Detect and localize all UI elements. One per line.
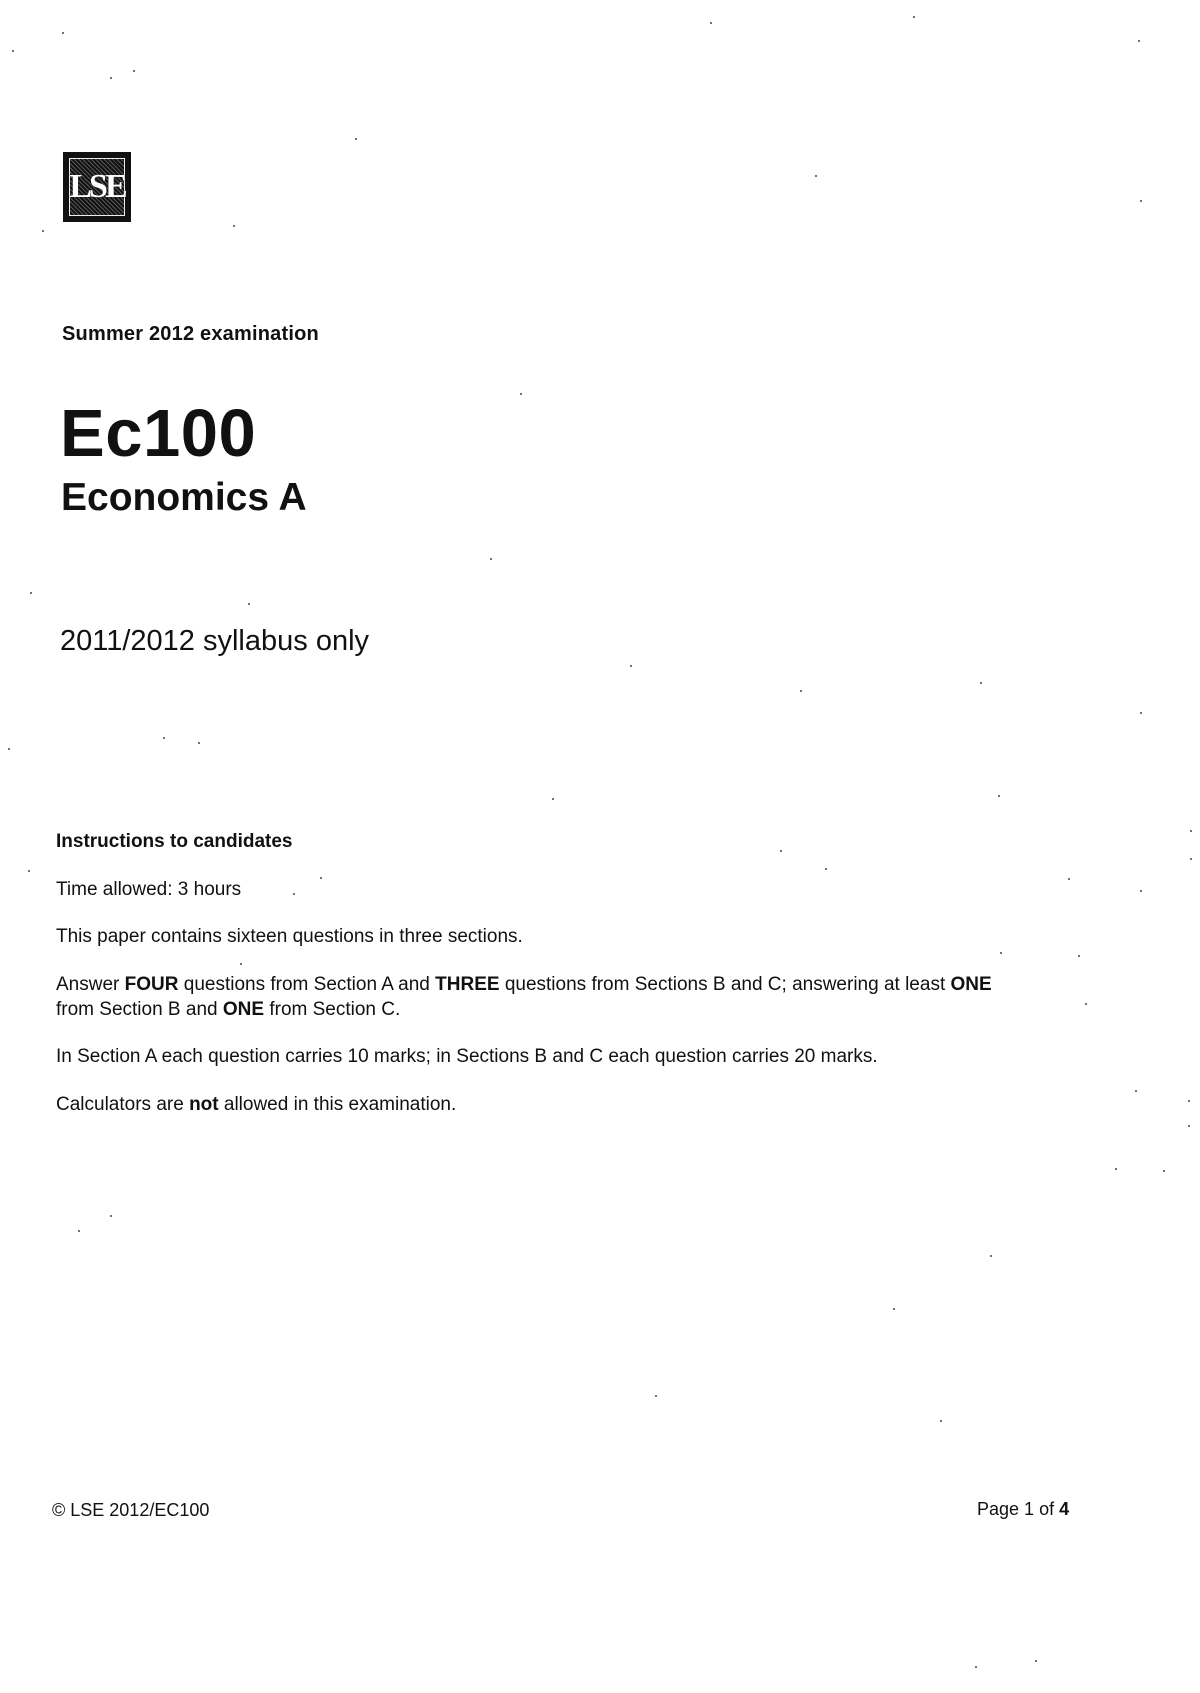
scan-speck — [110, 1215, 112, 1217]
scan-speck — [1085, 1003, 1087, 1005]
page-of: of — [1034, 1499, 1060, 1519]
scan-speck — [1068, 878, 1070, 880]
copyright-footer: © LSE 2012/EC100 — [52, 1500, 210, 1520]
answer-bold-three: THREE — [435, 974, 500, 996]
page-current: 1 — [1024, 1499, 1035, 1519]
scan-speck — [30, 592, 32, 594]
scan-speck — [355, 138, 357, 140]
scan-speck — [62, 32, 64, 34]
scan-speck — [1115, 1168, 1117, 1170]
scan-speck — [1140, 712, 1142, 714]
scan-speck — [198, 742, 200, 744]
scan-speck — [1140, 200, 1142, 202]
scan-speck — [1163, 1170, 1165, 1172]
scan-speck — [12, 50, 14, 52]
scan-speck — [42, 230, 44, 232]
scan-speck — [630, 665, 632, 667]
scan-speck — [980, 682, 982, 684]
answer-text-2: questions from Section A and — [178, 974, 436, 996]
answer-text-5: from Section C. — [264, 998, 401, 1020]
scan-speck — [1035, 1660, 1037, 1662]
scan-speck — [1140, 890, 1142, 892]
scan-speck — [1135, 1090, 1137, 1092]
paper-contents: This paper contains sixteen questions in three sections. — [56, 926, 523, 948]
scan-speck — [975, 1666, 977, 1668]
scan-speck — [1138, 40, 1140, 42]
calculator-text-2: allowed in this examination. — [218, 1094, 457, 1116]
answer-instructions — [56, 973, 1016, 1022]
exam-session: Summer 2012 examination — [62, 323, 319, 345]
scan-speck — [825, 868, 827, 870]
lse-logo-text: LSE — [69, 168, 125, 205]
page-prefix: Page — [977, 1499, 1025, 1519]
syllabus-note: 2011/2012 syllabus only — [60, 625, 370, 657]
answer-bold-one-c: ONE — [222, 998, 265, 1020]
answer-bold-four: FOUR — [124, 974, 179, 996]
scan-speck — [940, 1420, 942, 1422]
calculator-bold-not: not — [189, 1094, 219, 1116]
scan-speck — [800, 690, 802, 692]
scan-speck — [133, 70, 135, 72]
calculator-text-1: Calculators are — [56, 1094, 190, 1116]
scan-speck — [1000, 952, 1002, 954]
scan-speck — [248, 603, 250, 605]
scan-speck — [552, 798, 554, 800]
scan-speck — [1188, 1100, 1190, 1102]
calculator-policy — [56, 1093, 1016, 1118]
scan-speck — [78, 1230, 80, 1232]
instructions-block — [56, 830, 1016, 1141]
scan-speck — [240, 963, 242, 965]
scan-speck — [110, 77, 112, 79]
page-total: 4 — [1059, 1499, 1070, 1519]
scan-speck — [1188, 1125, 1190, 1127]
scan-speck — [163, 737, 165, 739]
scan-speck — [1190, 858, 1192, 860]
scan-speck — [28, 870, 30, 872]
scan-speck — [1078, 955, 1080, 957]
scan-speck — [998, 795, 1000, 797]
marks-allocation: In Section A each question carries 10 marks; in Sections B and C each question carries 20 marks. — [56, 1046, 878, 1068]
scan-speck — [990, 1255, 992, 1257]
lse-logo — [63, 152, 131, 222]
page-number — [977, 1499, 1069, 1520]
time-allowed: Time allowed: 3 hours — [56, 878, 242, 900]
scan-speck — [233, 225, 235, 227]
answer-text-4: from Section B and — [56, 998, 223, 1020]
course-code: Ec100 — [60, 396, 257, 471]
scan-speck — [520, 393, 522, 395]
scan-speck — [893, 1308, 895, 1310]
scan-speck — [293, 893, 295, 895]
instructions-heading: Instructions to candidates — [56, 831, 293, 852]
answer-text-3: questions from Sections B and C; answering at least — [499, 974, 951, 996]
scan-speck — [490, 558, 492, 560]
answer-text-1: Answer — [56, 974, 125, 996]
scan-speck — [8, 748, 10, 750]
course-title: Economics A — [61, 476, 307, 519]
scan-speck — [320, 877, 322, 879]
lse-logo-mark — [69, 158, 125, 216]
scan-speck — [815, 175, 817, 177]
scan-speck — [913, 16, 915, 18]
scan-speck — [655, 1395, 657, 1397]
scan-speck — [710, 22, 712, 24]
scan-speck — [780, 850, 782, 852]
answer-bold-one-b: ONE — [950, 974, 992, 996]
scan-speck — [1190, 830, 1192, 832]
